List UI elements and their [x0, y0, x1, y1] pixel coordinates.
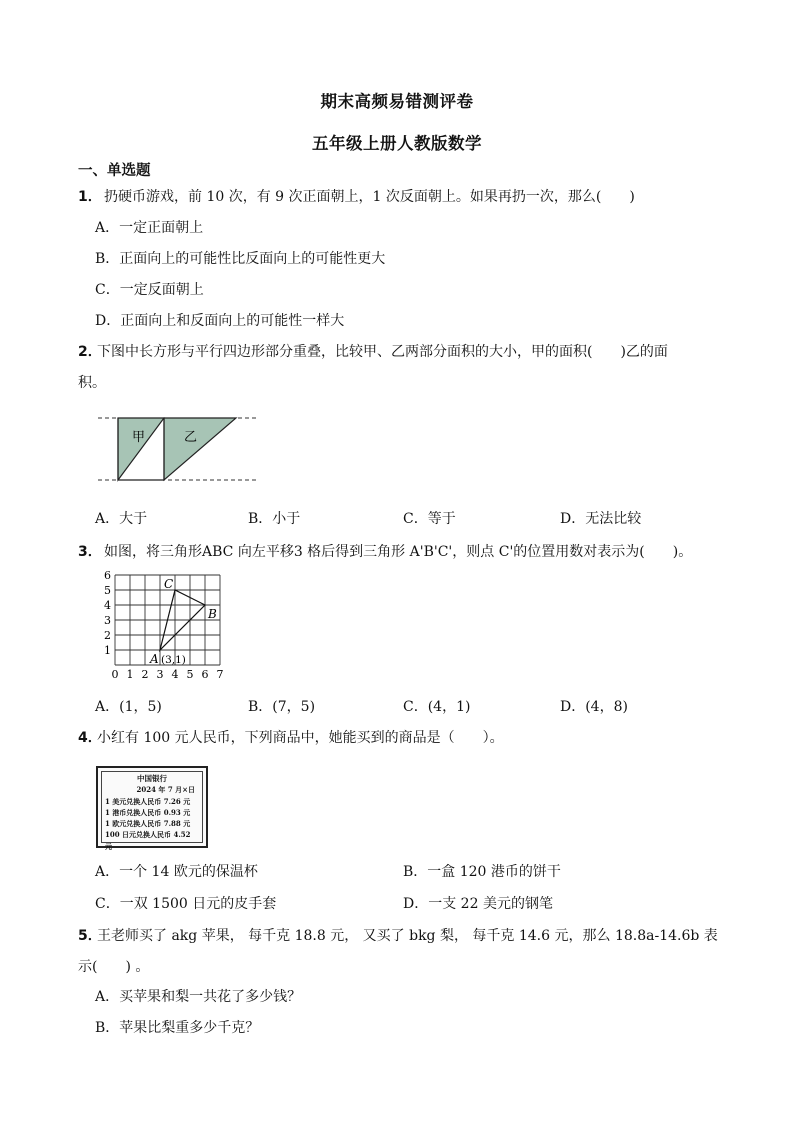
question-number: 1． — [78, 189, 102, 205]
y-tick-1: 1 — [104, 644, 111, 657]
label-yi: 乙 — [184, 430, 198, 445]
y-tick-3: 3 — [104, 614, 111, 627]
point-c-label: C — [164, 577, 174, 591]
option-a[interactable]: A．(1，5) — [95, 699, 162, 715]
option-c[interactable]: C．(4，1) — [403, 699, 471, 715]
option-b[interactable]: B．小于 — [248, 511, 301, 527]
x-tick-5: 5 — [186, 668, 194, 681]
question-number: 2． — [78, 344, 102, 360]
point-b-label: B — [208, 607, 217, 621]
notice-title: 中国银行 — [137, 774, 167, 783]
option-b[interactable]: B．一盒 120 港币的饼干 — [403, 864, 561, 880]
option-a[interactable]: A．一个 14 欧元的保温杯 — [95, 864, 258, 880]
x-tick-labels — [112, 668, 224, 681]
option-d[interactable]: D．正面向上和反面向上的可能性一样大 — [95, 313, 345, 329]
question-text: 下图中长方形与平行四边形部分重叠，比较甲、乙两部分面积的大小，甲的面积( )乙的面 — [97, 344, 668, 360]
question-text: 如图，将三角形ABC 向左平移3 格后得到三角形 A'B'C'，则点 C'的位置用数对表示为( )。 — [104, 544, 693, 560]
region-yi — [164, 418, 236, 480]
section-title: 一、单选题 — [78, 163, 151, 179]
option-c[interactable]: C．一定反面朝上 — [95, 282, 204, 298]
option-a[interactable]: A．大于 — [95, 511, 148, 527]
y-tick-6: 6 — [104, 570, 111, 582]
option-c[interactable]: C．等于 — [403, 511, 456, 527]
x-tick-6: 6 — [201, 668, 209, 681]
coordinate-grid — [100, 570, 232, 684]
x-tick-4: 4 — [171, 668, 179, 681]
y-tick-5: 5 — [104, 584, 111, 597]
point-a-coord: (3,1) — [161, 654, 186, 666]
region-jia — [118, 418, 164, 480]
x-tick-0: 0 — [111, 668, 119, 681]
y-tick-2: 2 — [104, 629, 111, 642]
notice-date: 2024 年 7 月×日 — [136, 785, 195, 795]
option-b[interactable]: B．正面向上的可能性比反面向上的可能性更大 — [95, 251, 386, 267]
question-number: 3． — [78, 544, 102, 560]
label-jia: 甲 — [132, 430, 146, 445]
option-b[interactable]: B．苹果比梨重多少千克？ — [95, 1020, 260, 1036]
exchange-rate-notice — [96, 766, 208, 851]
rate-jpy: 100 日元兑换人民币 4.52 元 — [105, 830, 191, 851]
overlap-figure — [96, 410, 260, 486]
question-text: 王老师买了 akg 苹果， 每千克 18.8 元， 又买了 bkg 梨， 每千克 14.6 元，那么 18.8a-14.6b 表 — [97, 928, 718, 944]
page-title: 期末高频易错测评卷 — [320, 92, 474, 111]
option-d[interactable]: D．(4，8) — [560, 699, 628, 715]
x-tick-3: 3 — [156, 668, 164, 681]
option-d[interactable]: D．无法比较 — [560, 511, 642, 527]
question-text-continued: 示( ) 。 — [78, 959, 150, 975]
question-text-continued: 积。 — [78, 375, 106, 391]
question-text: 小红有 100 元人民币，下列商品中，她能买到的商品是（ ）。 — [97, 730, 504, 746]
option-d[interactable]: D．一支 22 美元的钢笔 — [403, 896, 553, 912]
option-a[interactable]: A．一定正面朝上 — [95, 220, 204, 236]
question-number: 5． — [78, 928, 102, 944]
page-subtitle: 五年级上册人教版数学 — [312, 134, 482, 153]
option-a[interactable]: A．买苹果和梨一共花了多少钱？ — [95, 989, 302, 1005]
rate-hkd: 1 港币兑换人民币 0.93 元 — [105, 807, 191, 817]
x-tick-7: 7 — [216, 668, 224, 681]
question-text: 扔硬币游戏，前 10 次，有 9 次正面朝上，1 次反面朝上。如果再扔一次，那么( ) — [104, 189, 635, 205]
x-tick-1: 1 — [126, 668, 134, 681]
option-b[interactable]: B．(7，5) — [248, 699, 316, 715]
option-c[interactable]: C．一双 1500 日元的皮手套 — [95, 896, 277, 912]
question-number: 4． — [78, 730, 102, 746]
x-tick-2: 2 — [141, 668, 149, 681]
rate-usd: 1 美元兑换人民币 7.26 元 — [105, 796, 191, 806]
point-a-label: A — [150, 652, 159, 666]
y-tick-labels — [104, 570, 111, 657]
y-tick-4: 4 — [104, 599, 111, 612]
rate-eur: 1 欧元兑换人民币 7.88 元 — [105, 819, 191, 829]
